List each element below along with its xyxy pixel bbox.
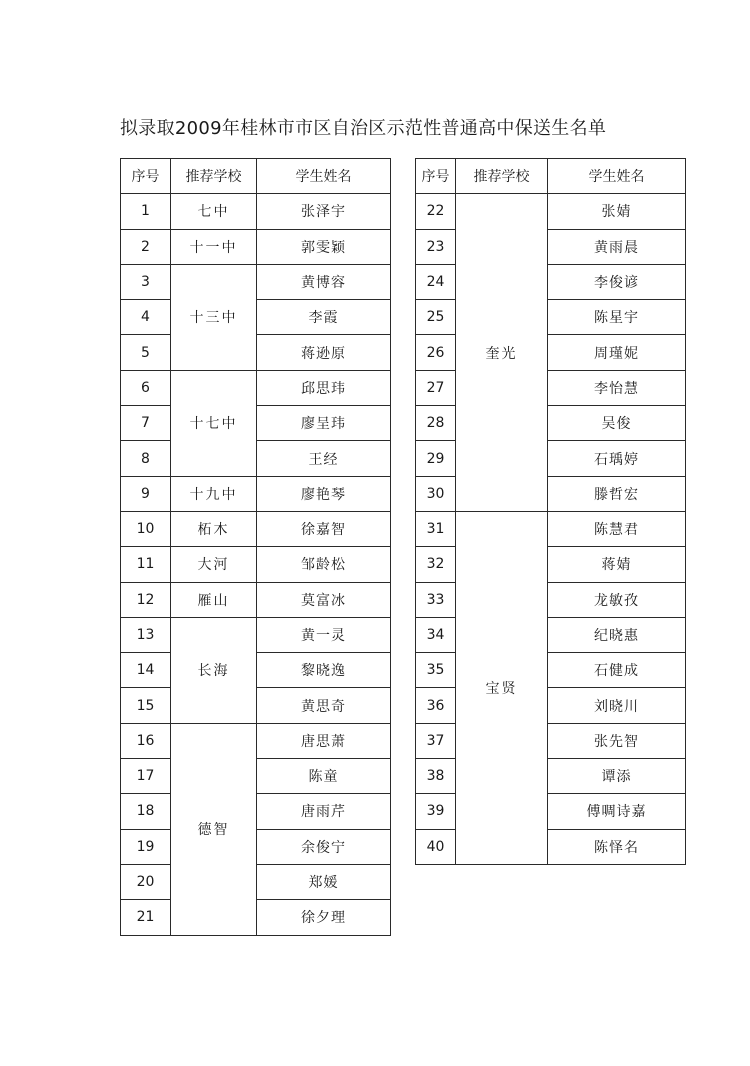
row-index: 16 bbox=[121, 723, 171, 758]
student-name: 谭添 bbox=[548, 759, 686, 794]
row-index: 6 bbox=[121, 370, 171, 405]
header-school: 推荐学校 bbox=[171, 159, 257, 194]
row-index: 37 bbox=[416, 723, 456, 758]
row-index: 10 bbox=[121, 511, 171, 546]
school-cell: 柘木 bbox=[171, 511, 257, 546]
row-index: 32 bbox=[416, 547, 456, 582]
row-index: 25 bbox=[416, 300, 456, 335]
table-row bbox=[121, 476, 391, 511]
roster-table-right bbox=[415, 158, 686, 865]
student-name: 龙敏孜 bbox=[548, 582, 686, 617]
school-cell: 十九中 bbox=[171, 476, 257, 511]
row-index: 13 bbox=[121, 617, 171, 652]
student-name: 陈怿名 bbox=[548, 829, 686, 864]
table-row bbox=[416, 511, 686, 546]
student-name: 徐夕理 bbox=[257, 900, 391, 935]
row-index: 21 bbox=[121, 900, 171, 935]
student-name: 廖艳琴 bbox=[257, 476, 391, 511]
row-index: 9 bbox=[121, 476, 171, 511]
table-row bbox=[121, 229, 391, 264]
student-name: 黄一灵 bbox=[257, 617, 391, 652]
student-name: 莫富冰 bbox=[257, 582, 391, 617]
row-index: 24 bbox=[416, 264, 456, 299]
table-row bbox=[121, 723, 391, 758]
student-name: 王经 bbox=[257, 441, 391, 476]
student-name: 蒋逊原 bbox=[257, 335, 391, 370]
student-name: 陈慧君 bbox=[548, 511, 686, 546]
row-index: 26 bbox=[416, 335, 456, 370]
table-row bbox=[121, 511, 391, 546]
row-index: 3 bbox=[121, 264, 171, 299]
header-student: 学生姓名 bbox=[548, 159, 686, 194]
row-index: 14 bbox=[121, 653, 171, 688]
table-header-row bbox=[416, 159, 686, 194]
student-name: 唐思萧 bbox=[257, 723, 391, 758]
student-name: 邹龄松 bbox=[257, 547, 391, 582]
row-index: 11 bbox=[121, 547, 171, 582]
student-name: 蒋婧 bbox=[548, 547, 686, 582]
student-name: 傅啁诗嘉 bbox=[548, 794, 686, 829]
student-name: 李怡慧 bbox=[548, 370, 686, 405]
header-index: 序号 bbox=[416, 159, 456, 194]
table-row bbox=[121, 547, 391, 582]
school-cell: 大河 bbox=[171, 547, 257, 582]
student-name: 黄博容 bbox=[257, 264, 391, 299]
student-name: 邱思玮 bbox=[257, 370, 391, 405]
row-index: 17 bbox=[121, 759, 171, 794]
row-index: 7 bbox=[121, 406, 171, 441]
row-index: 12 bbox=[121, 582, 171, 617]
student-name: 张婧 bbox=[548, 194, 686, 229]
row-index: 5 bbox=[121, 335, 171, 370]
student-name: 张先智 bbox=[548, 723, 686, 758]
student-name: 李霞 bbox=[257, 300, 391, 335]
school-cell: 七中 bbox=[171, 194, 257, 229]
header-index: 序号 bbox=[121, 159, 171, 194]
row-index: 39 bbox=[416, 794, 456, 829]
school-cell: 长海 bbox=[171, 617, 257, 723]
student-name: 黎晓逸 bbox=[257, 653, 391, 688]
header-school: 推荐学校 bbox=[456, 159, 548, 194]
student-name: 石健成 bbox=[548, 653, 686, 688]
table-row bbox=[121, 194, 391, 229]
row-index: 36 bbox=[416, 688, 456, 723]
student-name: 余俊宁 bbox=[257, 829, 391, 864]
document-title: 拟录取2009年桂林市市区自治区示范性普通高中保送生名单 bbox=[120, 118, 607, 139]
student-name: 刘晓川 bbox=[548, 688, 686, 723]
student-name: 黄思奇 bbox=[257, 688, 391, 723]
row-index: 23 bbox=[416, 229, 456, 264]
row-index: 1 bbox=[121, 194, 171, 229]
table-row bbox=[121, 264, 391, 299]
student-name: 张泽宇 bbox=[257, 194, 391, 229]
school-cell: 十七中 bbox=[171, 370, 257, 476]
row-index: 19 bbox=[121, 829, 171, 864]
student-name: 郭雯颖 bbox=[257, 229, 391, 264]
row-index: 20 bbox=[121, 864, 171, 899]
row-index: 38 bbox=[416, 759, 456, 794]
row-index: 29 bbox=[416, 441, 456, 476]
school-cell: 雁山 bbox=[171, 582, 257, 617]
school-cell: 十一中 bbox=[171, 229, 257, 264]
school-cell: 奎光 bbox=[456, 194, 548, 512]
school-cell: 十三中 bbox=[171, 264, 257, 370]
row-index: 2 bbox=[121, 229, 171, 264]
row-index: 22 bbox=[416, 194, 456, 229]
row-index: 18 bbox=[121, 794, 171, 829]
student-name: 廖呈玮 bbox=[257, 406, 391, 441]
table-header-row bbox=[121, 159, 391, 194]
student-name: 吴俊 bbox=[548, 406, 686, 441]
row-index: 8 bbox=[121, 441, 171, 476]
school-cell: 宝贤 bbox=[456, 511, 548, 864]
row-index: 35 bbox=[416, 653, 456, 688]
table-row bbox=[121, 370, 391, 405]
roster-table-left bbox=[120, 158, 391, 936]
table-row bbox=[416, 194, 686, 229]
table-row bbox=[121, 617, 391, 652]
student-name: 周瑾妮 bbox=[548, 335, 686, 370]
row-index: 15 bbox=[121, 688, 171, 723]
row-index: 34 bbox=[416, 617, 456, 652]
student-name: 唐雨芹 bbox=[257, 794, 391, 829]
row-index: 30 bbox=[416, 476, 456, 511]
student-name: 黄雨晨 bbox=[548, 229, 686, 264]
row-index: 4 bbox=[121, 300, 171, 335]
table-row bbox=[121, 582, 391, 617]
student-name: 李俊谚 bbox=[548, 264, 686, 299]
row-index: 31 bbox=[416, 511, 456, 546]
row-index: 27 bbox=[416, 370, 456, 405]
student-name: 陈星宇 bbox=[548, 300, 686, 335]
student-name: 石瑀婷 bbox=[548, 441, 686, 476]
row-index: 33 bbox=[416, 582, 456, 617]
row-index: 28 bbox=[416, 406, 456, 441]
student-name: 郑媛 bbox=[257, 864, 391, 899]
school-cell: 德智 bbox=[171, 723, 257, 935]
student-name: 滕哲宏 bbox=[548, 476, 686, 511]
header-student: 学生姓名 bbox=[257, 159, 391, 194]
student-name: 徐嘉智 bbox=[257, 511, 391, 546]
row-index: 40 bbox=[416, 829, 456, 864]
student-name: 陈童 bbox=[257, 759, 391, 794]
student-name: 纪晓惠 bbox=[548, 617, 686, 652]
